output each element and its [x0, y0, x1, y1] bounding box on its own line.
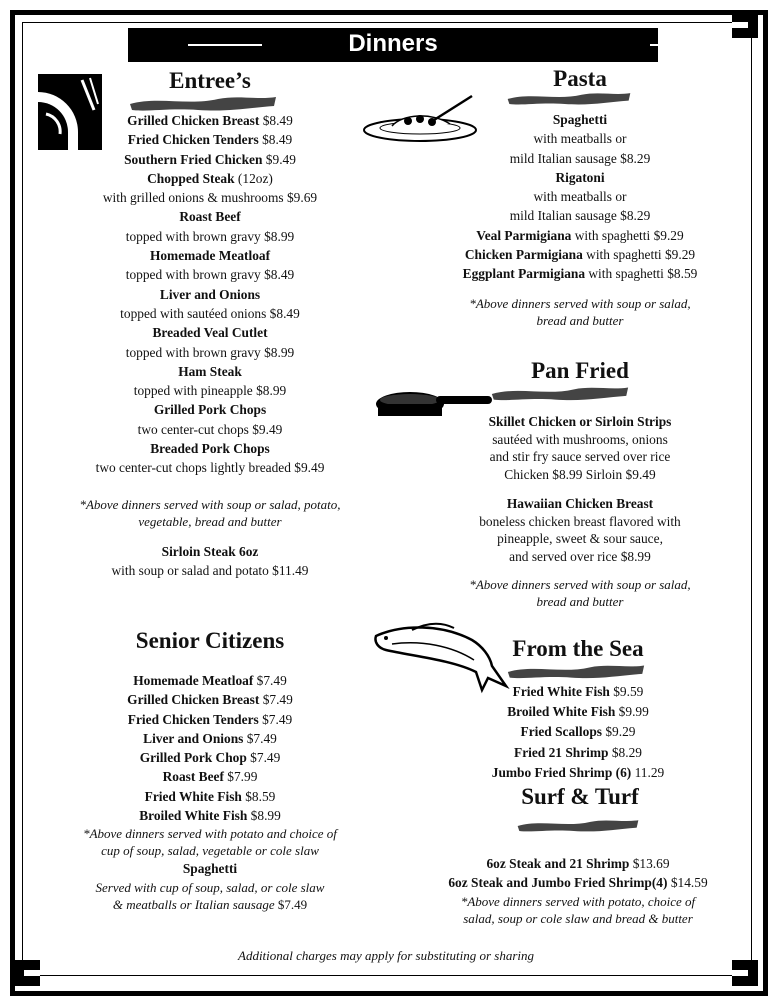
- senior-note: *Above dinners served with potato and choice of: [83, 826, 337, 842]
- sea-list: [428, 682, 728, 783]
- menu-item: with meatballs or: [533, 189, 627, 205]
- menu-item: Rigatoni: [555, 169, 605, 185]
- menu-item: Fried Chicken Tenders $8.49: [127, 132, 293, 148]
- menu-item: topped with brown gravy $8.49: [125, 267, 295, 283]
- menu-item: Fried White Fish $8.59: [144, 788, 276, 804]
- menu-item: Roast Beef: [179, 209, 241, 225]
- menu-item: Broiled White Fish $8.99: [139, 808, 281, 824]
- menu-item: Grilled Pork Chops: [153, 402, 267, 418]
- pan-fried-note: *Above dinners served with soup or salad,: [469, 577, 691, 592]
- footer-note: Additional charges may apply for substituting or sharing: [238, 948, 534, 963]
- menu-item: and served over rice $8.99: [509, 548, 651, 564]
- brush-stroke-divider: [516, 814, 640, 838]
- menu-item: with soup or salad and potato $11.49: [111, 562, 309, 578]
- menu-item: Breaded Veal Cutlet: [152, 325, 268, 341]
- surf-list: [428, 854, 728, 927]
- menu-item: Eggplant Parmigiana with spaghetti $8.59: [462, 266, 698, 282]
- menu-item: Liver and Onions $7.49: [143, 730, 277, 746]
- menu-item: Southern Fried Chicken $9.49: [124, 151, 296, 167]
- pasta-note: *Above dinners served with soup or salad,: [469, 295, 691, 311]
- menu-item: Homemade Meatloaf: [149, 248, 271, 264]
- menu-item: two center-cut chops lightly breaded $9.49: [95, 460, 325, 476]
- brush-stroke-divider: [506, 88, 632, 110]
- surf-note: *Above dinners served with potato, choice of: [460, 893, 696, 909]
- entrees-list: [60, 111, 360, 580]
- menu-item: Chicken Parmigiana with spaghetti $9.29: [464, 247, 696, 263]
- pan-fried-title: Pan Fried: [531, 358, 629, 383]
- menu-item: sautéed with mushrooms, onions: [492, 431, 668, 447]
- corner-ornament: [14, 960, 40, 986]
- menu-item: Roast Beef $7.99: [162, 769, 258, 785]
- menu-item: Broiled White Fish $9.99: [507, 704, 649, 720]
- menu-item: mild Italian sausage $8.29: [509, 208, 651, 224]
- menu-item: Jumbo Fried Shrimp (6) 11.29: [491, 764, 665, 780]
- menu-item: Sirloin Steak 6oz: [161, 543, 259, 559]
- senior-spaghetti-desc: Served with cup of soup, salad, or cole slaw: [95, 879, 325, 895]
- brush-stroke-divider: [490, 382, 630, 406]
- menu-item: topped with sautéed onions $8.49: [120, 305, 300, 321]
- pasta-list: [430, 110, 730, 329]
- surf-title: Surf & Turf: [521, 784, 639, 809]
- menu-item: 6oz Steak and 21 Shrimp $13.69: [486, 856, 670, 871]
- senior-title: Senior Citizens: [135, 628, 285, 653]
- pan-fried-note: bread and butter: [536, 594, 624, 609]
- menu-item: Spaghetti: [552, 112, 608, 127]
- header-bar: [128, 28, 658, 62]
- corner-ornament: [732, 960, 758, 986]
- menu-item: and stir fry sauce served over rice: [489, 449, 671, 464]
- corner-ornament: [732, 12, 758, 38]
- surf-note: salad, soup or cole slaw and bread & butter: [463, 910, 693, 926]
- menu-item: with grilled onions & mushrooms $9.69: [102, 190, 318, 206]
- senior-spaghetti-desc: & meatballs or Italian sausage: [112, 896, 275, 912]
- menu-item: Breaded Pork Chops: [150, 441, 270, 457]
- menu-item: Homemade Meatloaf $7.49: [133, 673, 287, 688]
- menu-item: Chicken $8.99 Sirloin $9.49: [504, 466, 656, 482]
- menu-item: Grilled Pork Chop $7.49: [139, 750, 281, 766]
- menu-item: Skillet Chicken or Sirloin Strips: [488, 414, 672, 429]
- menu-item: Grilled Chicken Breast $8.49: [127, 113, 293, 128]
- menu-item: two center-cut chops $9.49: [137, 421, 283, 437]
- menu-item: Fried Scallops $9.29: [520, 724, 636, 740]
- menu-item: pineapple, sweet & sour sauce,: [497, 531, 663, 546]
- menu-item: Hawaiian Chicken Breast: [506, 496, 654, 511]
- menu-item: Fried Chicken Tenders $7.49: [127, 711, 293, 727]
- menu-item: Fried 21 Shrimp $8.29: [514, 744, 642, 760]
- menu-item: topped with brown gravy $8.99: [125, 344, 295, 360]
- brush-stroke-divider: [506, 660, 646, 684]
- menu-item: Chopped Steak (12oz): [147, 170, 273, 186]
- pasta-note: bread and butter: [536, 312, 624, 328]
- menu-item: Veal Parmigiana with spaghetti $9.29: [476, 227, 684, 243]
- pasta-title: Pasta: [553, 66, 607, 91]
- menu-item: topped with brown gravy $8.99: [125, 228, 295, 244]
- menu-item: boneless chicken breast flavored with: [479, 513, 681, 529]
- senior-list: [60, 671, 360, 913]
- menu-item: 6oz Steak and Jumbo Fried Shrimp(4) $14.59: [448, 875, 708, 891]
- sea-title: From the Sea: [512, 636, 644, 661]
- pan-fried-list: [430, 413, 730, 610]
- senior-note: cup of soup, salad, vegetable or cole slaw: [101, 843, 319, 859]
- entrees-title: Entree’s: [169, 68, 251, 93]
- senior-spaghetti-title: Spaghetti: [182, 861, 238, 877]
- page-title: Dinners: [348, 30, 438, 57]
- menu-item: Liver and Onions: [159, 286, 261, 302]
- entrees-note: *Above dinners served with soup or salad, potato,: [79, 496, 341, 512]
- menu-item: Grilled Chicken Breast $7.49: [127, 692, 293, 708]
- menu-item: Ham Steak: [178, 363, 242, 379]
- menu-item: mild Italian sausage $8.29: [509, 150, 651, 166]
- menu-item: Fried White Fish $9.59: [512, 684, 644, 699]
- menu-item: topped with pineapple $8.99: [133, 383, 287, 399]
- menu-item: with meatballs or: [533, 131, 627, 147]
- header-rule-right: [650, 44, 724, 46]
- senior-spaghetti-price: $7.49: [274, 896, 308, 912]
- entrees-note: vegetable, bread and butter: [138, 513, 282, 529]
